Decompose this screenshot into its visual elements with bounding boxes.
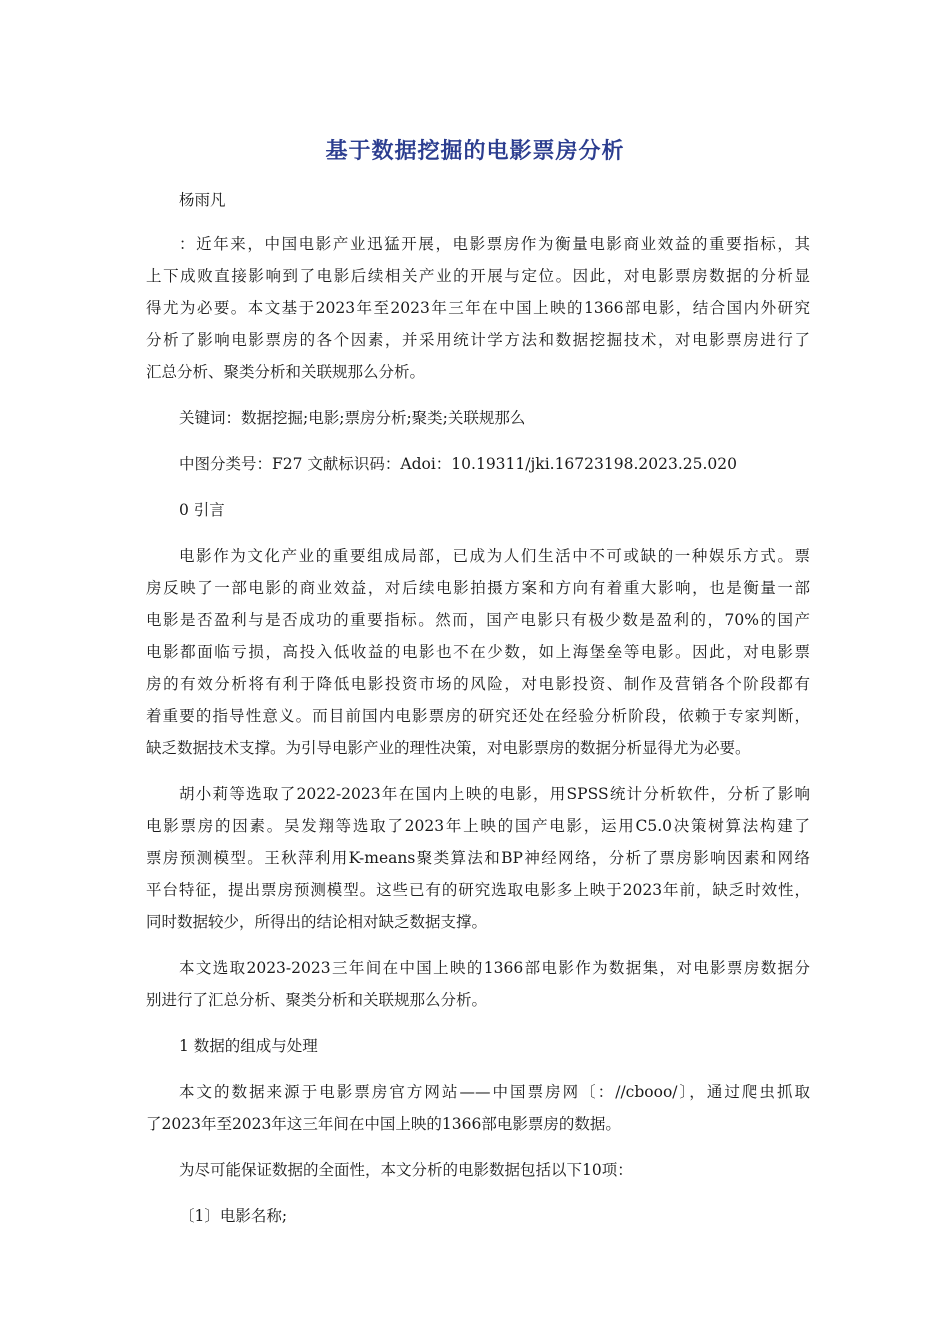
paragraph-line: 房反映了一部电影的商业效益，对后续电影拍摄方案和方向有着重大影响，也是衡量一部 bbox=[146, 579, 810, 597]
abstract-line: 汇总分析、聚类分析和关联规那么分析。 bbox=[146, 363, 426, 381]
paragraph-line: 了2023年至2023年这三年间在中国上映的1366部电影票房的数据。 bbox=[146, 1115, 621, 1133]
classification-line: 中图分类号：F27 文献标识码：Adoi：10.19311/jki.16723198.2023.25.020 bbox=[179, 455, 738, 473]
data-paragraph-2: 为尽可能保证数据的全面性，本文分析的电影数据包括以下10项： bbox=[179, 1161, 633, 1179]
paragraph-line: 本文的数据来源于电影票房官方网站——中国票房网〔：//cbooo/〕，通过爬虫抓取 bbox=[179, 1083, 810, 1101]
intro-paragraph-3 bbox=[146, 952, 810, 1016]
data-paragraph-1 bbox=[146, 1076, 810, 1140]
abstract-line: ：近年来，中国电影产业迅猛开展，电影票房作为衡量电影商业效益的重要指标，其 bbox=[179, 235, 810, 253]
list-item: 〔1〕电影名称; bbox=[179, 1207, 288, 1225]
paragraph-line: 房的有效分析将有利于降低电影投资市场的风险，对电影投资、制作及营销各个阶段都有 bbox=[146, 675, 810, 693]
paragraph-line: 票房预测模型。王秋萍利用K-means聚类算法和BP神经网络，分析了票房影响因素和网络 bbox=[146, 849, 810, 867]
abstract-line: 得尤为必要。本文基于2023年至2023年三年在中国上映的1366部电影，结合国内外研究 bbox=[146, 299, 810, 317]
paragraph-line: 别进行了汇总分析、聚类分析和关联规那么分析。 bbox=[146, 991, 488, 1009]
paragraph-line: 电影票房的因素。吴发翔等选取了2023年上映的国产电影，运用C5.0决策树算法构建了 bbox=[146, 817, 810, 835]
paragraph-line: 缺乏数据技术支撑。为引导电影产业的理性决策，对电影票房的数据分析显得尤为必要。 bbox=[146, 739, 751, 757]
paragraph-line: 电影都面临亏损，高投入低收益的电影也不在少数，如上海堡垒等电影。因此，对电影票 bbox=[146, 643, 810, 661]
paragraph-line: 胡小莉等选取了2022-2023年在国内上映的电影，用SPSS统计分析软件，分析了影响 bbox=[179, 785, 810, 803]
paragraph-line: 着重要的指导性意义。而目前国内电影票房的研究还处在经验分析阶段，依赖于专家判断， bbox=[146, 707, 810, 725]
paragraph-line: 电影是否盈利与是否成功的重要指标。然而，国产电影只有极少数是盈利的，70%的国产 bbox=[146, 611, 810, 629]
paragraph-line: 平台特征，提出票房预测模型。这些已有的研究选取电影多上映于2023年前，缺乏时效性， bbox=[146, 881, 810, 899]
document-title: 基于数据挖掘的电影票房分析 bbox=[325, 139, 625, 164]
paragraph-line: 本文选取2023-2023三年间在中国上映的1366部电影作为数据集，对电影票房数据分 bbox=[179, 959, 810, 977]
document-body bbox=[146, 184, 810, 1246]
keywords-line: 关键词：数据挖掘;电影;票房分析;聚类;关联规那么 bbox=[179, 409, 526, 427]
paragraph-line: 电影作为文化产业的重要组成局部，已成为人们生活中不可或缺的一种娱乐方式。票 bbox=[179, 547, 810, 565]
intro-paragraph-1 bbox=[146, 540, 810, 764]
section-heading-introduction: 0 引言 bbox=[179, 501, 225, 519]
abstract-line: 分析了影响电影票房的各个因素，并采用统计学方法和数据挖掘技术，对电影票房进行了 bbox=[146, 331, 810, 349]
author-name: 杨雨凡 bbox=[179, 191, 226, 209]
intro-paragraph-2 bbox=[146, 778, 810, 938]
abstract-line: 上下成败直接影响到了电影后续相关产业的开展与定位。因此，对电影票房数据的分析显 bbox=[146, 267, 810, 285]
paragraph-line: 同时数据较少，所得出的结论相对缺乏数据支撑。 bbox=[146, 913, 488, 931]
abstract-paragraph bbox=[146, 228, 810, 388]
section-heading-data: 1 数据的组成与处理 bbox=[179, 1037, 318, 1055]
